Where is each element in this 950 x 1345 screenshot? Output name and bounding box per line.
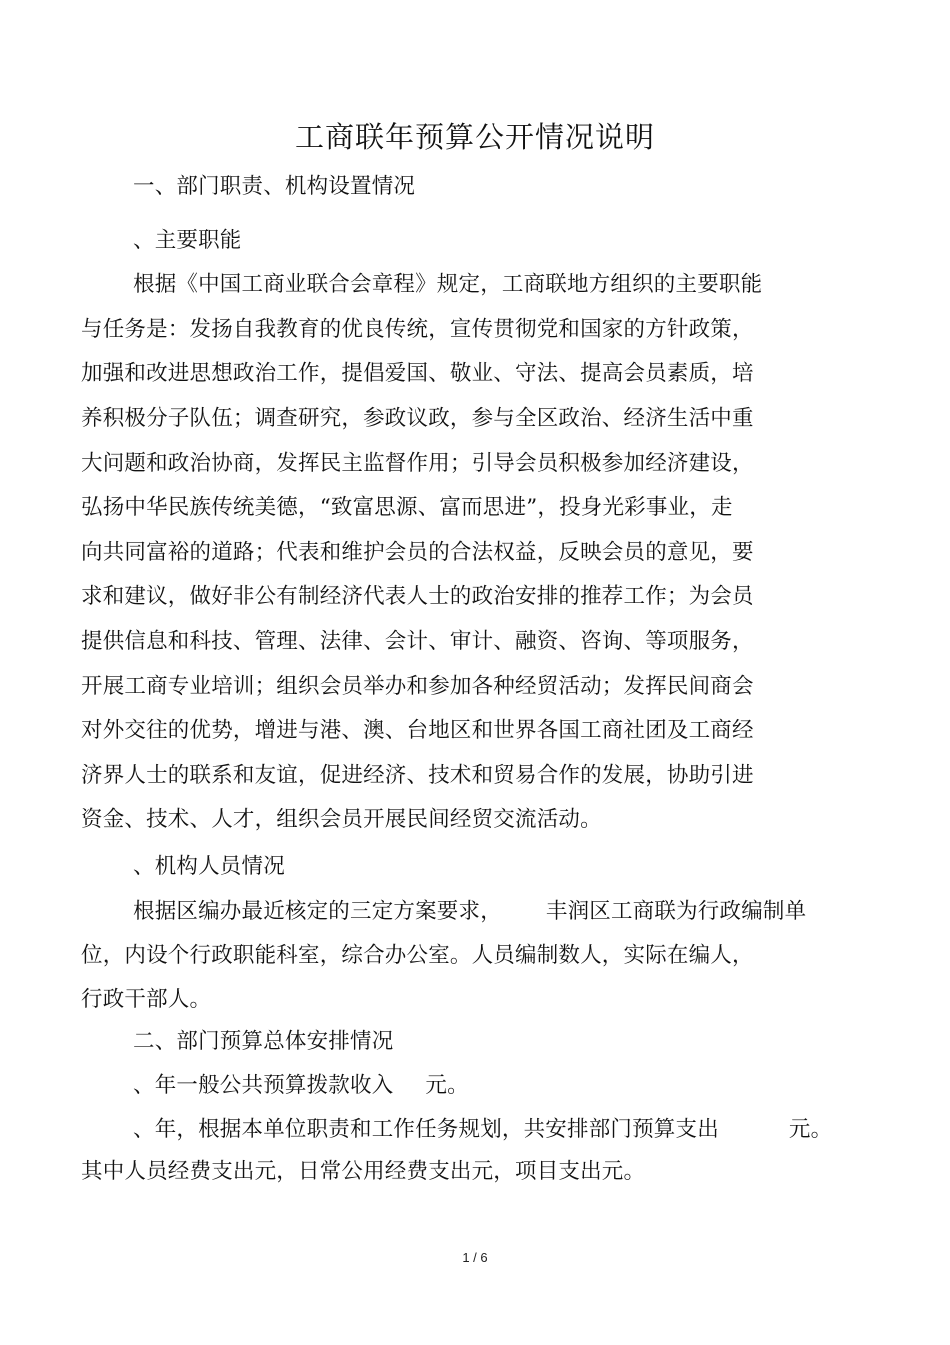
paragraph-line: 对外交往的优势，增进与港、澳、台地区和世界各国工商社团及工商经	[81, 718, 754, 743]
paragraph-segment: 丰润区工商联为行政编制单	[545, 899, 807, 924]
budget-item-income	[133, 1072, 469, 1100]
paragraph-line: 加强和改进思想政治工作，提倡爱国、敬业、守法、提高会员素质，培	[81, 361, 754, 386]
paragraph-segment: 、年，根据本单位职责和工作任务规划，共安排部门预算支出	[133, 1117, 719, 1142]
paragraph-line: 向共同富裕的道路；代表和维护会员的合法权益，反映会员的意见，要	[81, 540, 754, 565]
paragraph-line: 求和建议，做好非公有制经济代表人士的政治安排的推荐工作；为会员	[81, 584, 754, 609]
paragraph-segment: 元。	[425, 1073, 469, 1098]
paragraph-line: 根据《中国工商业联合会章程》规定，工商联地方组织的主要职能	[133, 272, 763, 297]
paragraph-line: 与任务是：发扬自我教育的优良传统，宣传贯彻党和国家的方针政策，	[81, 317, 754, 342]
paragraph-line: 资金、技术、人才，组织会员开展民间经贸交流活动。	[81, 807, 602, 832]
paragraph-line: 位，内设个行政职能科室，综合办公室。人员编制数人，实际在编人，	[81, 943, 754, 968]
paragraph-line: 行政干部人。	[81, 987, 212, 1012]
subheading-staffing: 、机构人员情况	[133, 854, 285, 879]
section-heading-1: 一、部门职责、机构设置情况	[133, 174, 416, 199]
paragraph-segment: 元。	[788, 1117, 833, 1142]
paragraph-line: 其中人员经费支出元，日常公用经费支出元，项目支出元。	[81, 1159, 646, 1184]
paragraph-line: 济界人士的联系和友谊，促进经济、技术和贸易合作的发展，协助引进	[81, 763, 754, 788]
section-heading-2: 二、部门预算总体安排情况	[133, 1029, 394, 1054]
subheading-main-functions: 、主要职能	[133, 228, 242, 253]
budget-item-expenditure	[133, 1116, 832, 1144]
paragraph-line: 开展工商专业培训；组织会员举办和参加各种经贸活动；发挥民间商会	[81, 674, 754, 699]
paragraph-segment: 根据区编办最近核定的三定方案要求，	[133, 899, 502, 924]
paragraph-line: 大问题和政治协商，发挥民主监督作用；引导会员积极参加经济建设，	[81, 451, 754, 476]
paragraph-line: 弘扬中华民族传统美德，“致富思源、富而思进”，投身光彩事业，走	[81, 495, 733, 520]
paragraph-line	[133, 898, 806, 926]
paragraph-segment: 、年一般公共预算拨款收入	[133, 1073, 394, 1098]
page-number: 1 / 6	[462, 1250, 488, 1265]
document-title: 工商联年预算公开情况说明	[294, 120, 655, 154]
paragraph-line: 养积极分子队伍；调查研究，参政议政，参与全区政治、经济生活中重	[81, 406, 754, 431]
paragraph-line: 提供信息和科技、管理、法律、会计、审计、融资、咨询、等项服务，	[81, 629, 754, 654]
